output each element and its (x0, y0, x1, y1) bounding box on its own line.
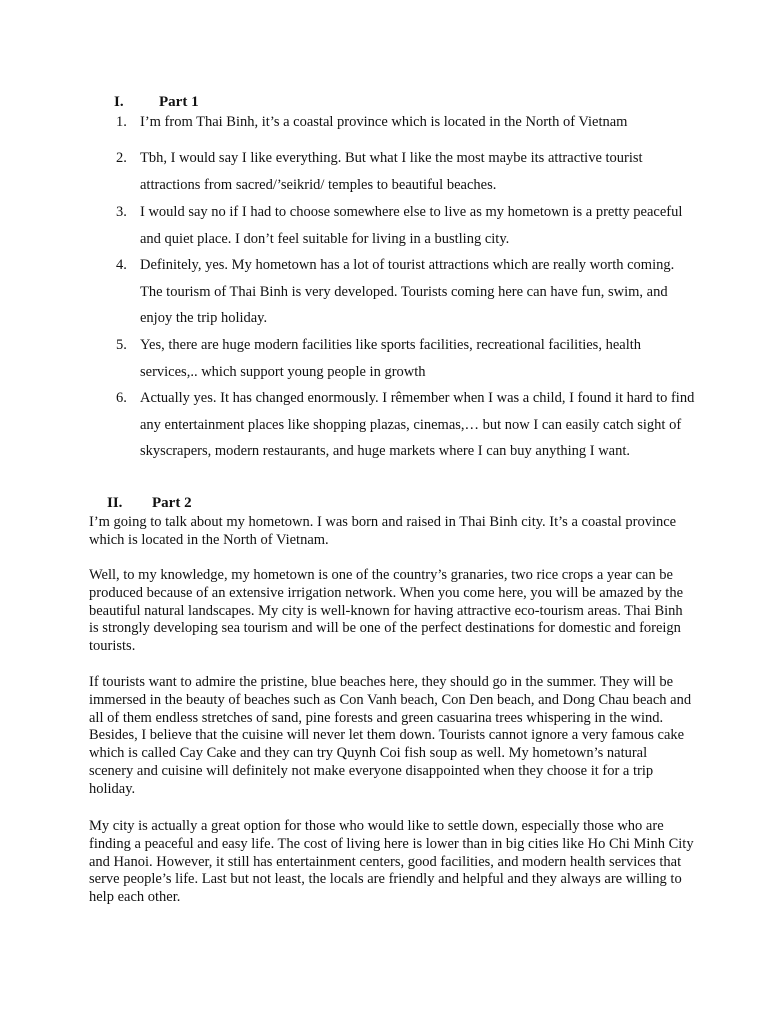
answer-number: 2. (116, 150, 127, 166)
answer-text: I’m from Thai Binh, it’s a coastal province which is located in the North of Vietnam (140, 114, 628, 130)
answer-number: 4. (116, 257, 127, 273)
section-title: Part 2 (152, 495, 192, 511)
body-paragraph: My city is actually a great option for those who would like to settle down, especially those who are finding a peaceful and easy life. The cost of living here is lower than in big cities like Ho Chi Minh City and Hanoi. However, it still has entertainment centers, good facilities, and modern health services that serve people’s life. Last but not least, the locals are friendly and helpful and they always are willing to help each other. (89, 818, 694, 906)
answer-text: Tbh, I would say I like everything. But what I like the most maybe its attractive tourist attractions from sacred/’seikrid/ temples to beautiful beaches. (140, 150, 643, 193)
answer-text: I would say no if I had to choose somewhere else to live as my hometown is a pretty peaceful and quiet place. I don’t feel suitable for living in a bustling city. (140, 204, 683, 247)
section-heading-part-2 (107, 494, 307, 512)
section-numeral: I. (114, 94, 124, 110)
section-title: Part 1 (159, 94, 199, 110)
body-paragraph: Well, to my knowledge, my hometown is one of the country’s granaries, two rice crops a year can be produced because of an extensive irrigation network. When you come here, you will be amazed by the beautiful natural landscapes. My city is well-known for having attractive eco-tourism areas. Thai Binh is strongly developing sea tourism and will be one of the perfect destinations for domestic and foreign tourists. (89, 567, 684, 655)
body-paragraph: I’m going to talk about my hometown. I was born and raised in Thai Binh city. It’s a coastal province which is located in the North of Vietnam. (89, 514, 677, 548)
answer-text: Definitely, yes. My hometown has a lot of tourist attractions which are really worth coming. The tourism of Thai Binh is very developed. Tourists coming here can have fun, swim, and enjoy the trip holiday. (140, 257, 675, 326)
answer-text: Yes, there are huge modern facilities like sports facilities, recreational facilities, health services,.. which support young people in growth (140, 337, 642, 380)
answer-text: Actually yes. It has changed enormously. I rêmember when I was a child, I found it hard to find any entertainment places like shopping plazas, cinemas,… but now I can easily catch sight of skyscrapers, modern restaurants, and huge markets where I can buy anything I want. (140, 390, 695, 459)
answer-number: 3. (116, 204, 127, 220)
answer-number: 1. (116, 114, 127, 130)
section-numeral: II. (107, 495, 123, 511)
body-paragraph: If tourists want to admire the pristine, blue beaches here, they should go in the summer. They will be immersed in the beauty of beaches such as Con Vanh beach, Con Den beach, and Dong Chau beach and all of them endless stretches of sand, pine forests and green casuarina trees whispering in the wind. Besides, I believe that the cuisine will never let them down. Tourists cannot ignore a very famous cake which is called Cay Cake and they can try Quynh Coi fish soup as well. My hometown’s natural scenery and cuisine will definitely not make everyone disappointed when they choose it for a trip holiday. (89, 674, 692, 797)
answer-number: 5. (116, 337, 127, 353)
answer-number: 6. (116, 390, 127, 406)
